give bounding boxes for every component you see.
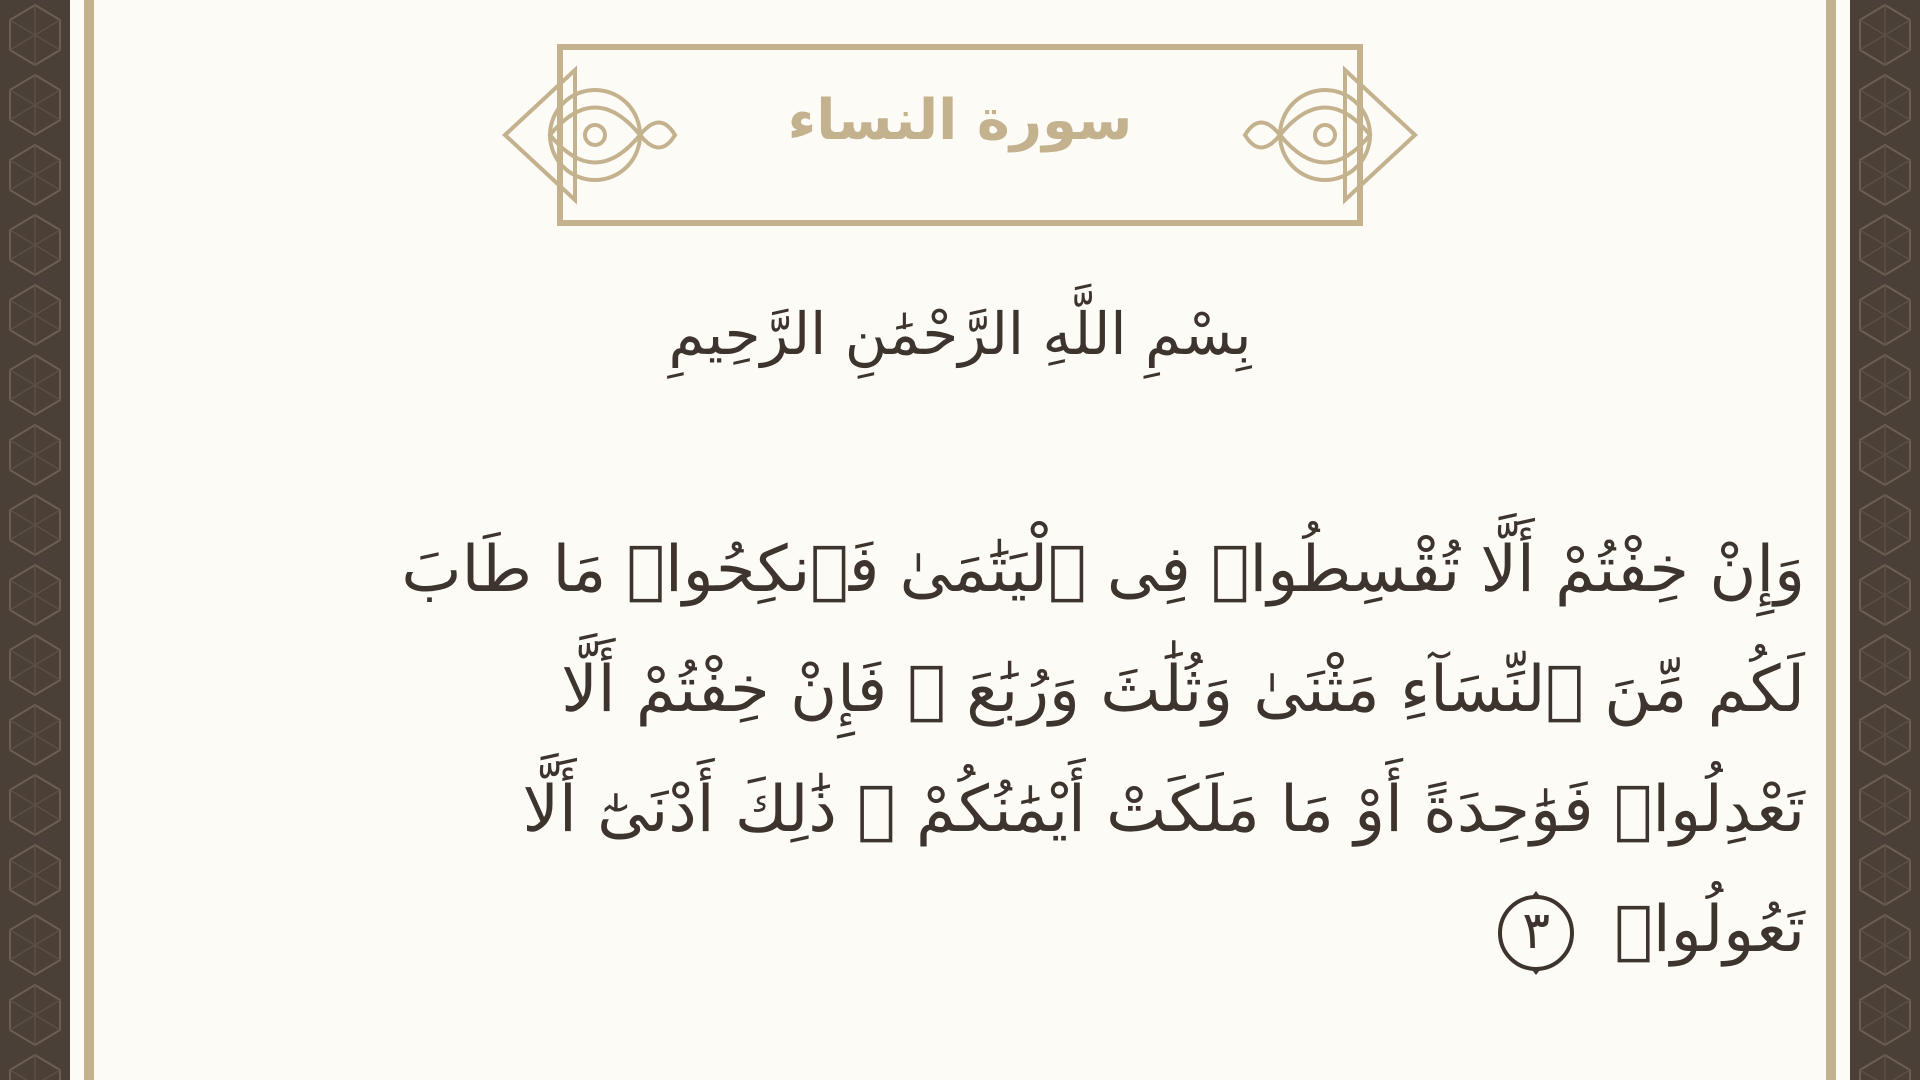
geometric-pattern-left (0, 0, 70, 1080)
verse-number: ٣ (1522, 901, 1551, 962)
left-decorative-border (0, 0, 70, 1080)
surah-title-frame (500, 40, 1420, 230)
verse-text-block (360, 510, 1805, 990)
right-gold-rule (1826, 0, 1836, 1080)
bismillah: بِسْمِ اللَّهِ الرَّحْمَٰنِ الرَّحِيمِ (668, 300, 1252, 368)
verse-number-marker (1492, 889, 1580, 977)
verse-text: وَإِنْ خِفْتُمْ أَلَّا تُقْسِطُوا۟ فِى ٱلْيَتَٰمَىٰ فَٱنكِحُوا۟ مَا طَابَ لَكُم مِّنَ ٱلنِّسَآءِ مَثْنَىٰ وَثُلَٰثَ وَرُبَٰعَ ۖ فَإِنْ خِفْتُمْ أَلَّا تَعْدِلُوا۟ فَوَٰحِدَةً أَوْ مَا مَلَكَتْ أَيْمَٰنُكُمْ ۚ ذَٰلِكَ أَدْنَىٰٓ أَلَّا تَعُولُوا۟ (401, 533, 1805, 967)
left-gold-rule (84, 0, 94, 1080)
right-decorative-border (1850, 0, 1920, 1080)
surah-title: سورة النساء (787, 88, 1133, 153)
geometric-pattern-right (1850, 0, 1920, 1080)
